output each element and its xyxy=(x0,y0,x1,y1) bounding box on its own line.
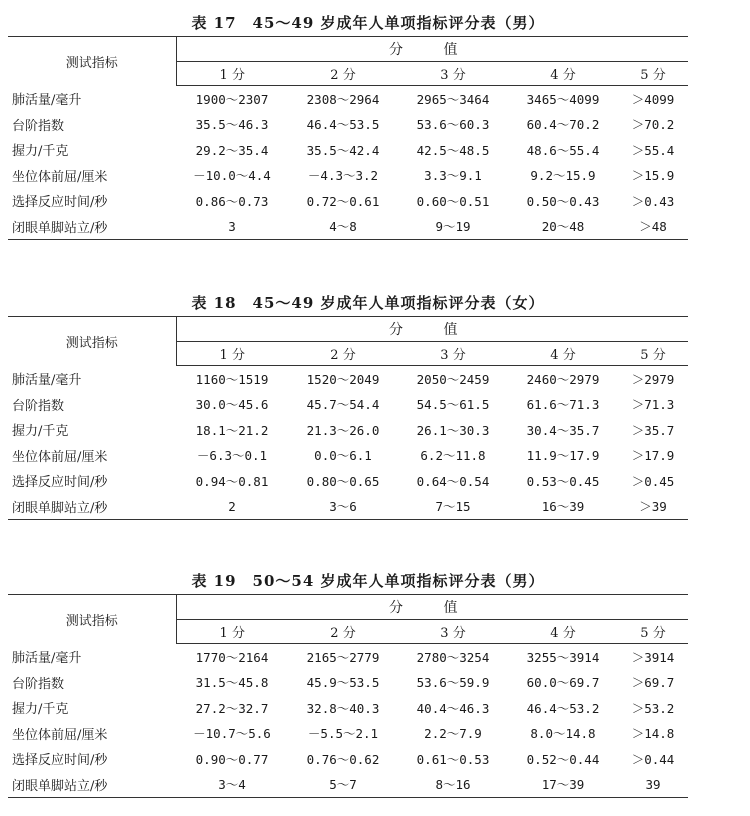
score-4-range: 3465～4099 xyxy=(526,91,600,107)
score-4-range: 17～39 xyxy=(508,772,618,798)
score-4-header: 4 分 xyxy=(508,620,618,644)
score-2-range: 2165～2779 xyxy=(306,649,380,665)
score-table-block xyxy=(8,568,688,798)
score-2-header: 2 分 xyxy=(288,62,398,86)
score-2-range: 0.76～0.62 xyxy=(306,751,380,767)
score-4-range: 8.0～14.8 xyxy=(530,726,596,742)
metric-column-header: 测试指标 xyxy=(8,317,176,366)
score-4-range: 60.0～69.7 xyxy=(526,675,600,691)
metric-label: 选择反应时间/秒 xyxy=(12,195,108,211)
score-1-range: 0.90～0.77 xyxy=(195,751,269,767)
score-3-range: 7～15 xyxy=(398,494,508,520)
score-1-range: 18.1～21.2 xyxy=(195,422,269,438)
score-3-range: 53.6～59.9 xyxy=(416,675,490,691)
score-5-range: ＞39 xyxy=(618,494,688,520)
score-4-range: 3255～3914 xyxy=(526,649,600,665)
score-2-range: 0.0～6.1 xyxy=(314,448,372,464)
table-row xyxy=(8,644,688,670)
score-5-range: ＞2979 xyxy=(631,371,675,387)
score-table-block xyxy=(8,290,688,520)
score-4-range: 2460～2979 xyxy=(526,371,600,387)
score-1-range: 31.5～45.8 xyxy=(195,675,269,691)
score-5-range: ＞3914 xyxy=(631,649,675,665)
score-1-range: 27.2～32.7 xyxy=(195,700,269,716)
score-group-header: 分 值 xyxy=(389,42,476,58)
score-3-range: 2050～2459 xyxy=(416,371,490,387)
score-table-block xyxy=(8,10,688,240)
table-body xyxy=(8,86,688,240)
score-3-range: 26.1～30.3 xyxy=(416,422,490,438)
score-5-range: ＞69.7 xyxy=(631,675,675,691)
score-2-range: 0.80～0.65 xyxy=(306,473,380,489)
table-row xyxy=(8,366,688,392)
metric-label: 肺活量/毫升 xyxy=(12,373,82,388)
score-table xyxy=(8,36,688,240)
table-row xyxy=(8,443,688,469)
score-3-range: 6.2～11.8 xyxy=(420,448,486,464)
score-5-range: ＞53.2 xyxy=(631,700,675,716)
metric-label: 闭眼单脚站立/秒 xyxy=(8,772,176,798)
score-3-range: 54.5～61.5 xyxy=(416,397,490,413)
table-row xyxy=(8,137,688,163)
table-row xyxy=(8,392,688,418)
score-2-range: 45.7～54.4 xyxy=(306,397,380,413)
metric-label: 肺活量/毫升 xyxy=(12,93,82,108)
score-1-range: 29.2～35.4 xyxy=(195,142,269,158)
score-1-range: 35.5～46.3 xyxy=(195,117,269,133)
table-row xyxy=(8,417,688,443)
score-2-range: 32.8～40.3 xyxy=(306,700,380,716)
score-1-range: 0.86～0.73 xyxy=(195,193,269,209)
score-3-header: 3 分 xyxy=(398,620,508,644)
score-1-range: 30.0～45.6 xyxy=(195,397,269,413)
score-1-range: 0.94～0.81 xyxy=(195,473,269,489)
table-title: 表 17 45～49 岁成年人单项指标评分表（男） xyxy=(191,14,545,32)
score-4-range: 48.6～55.4 xyxy=(526,142,600,158)
metric-label: 选择反应时间/秒 xyxy=(12,753,108,769)
table-row xyxy=(8,494,688,520)
metric-label: 台阶指数 xyxy=(12,676,65,692)
metric-label: 选择反应时间/秒 xyxy=(12,475,108,491)
score-1-header: 1 分 xyxy=(176,62,288,86)
score-5-header: 5 分 xyxy=(618,342,688,366)
score-4-range: 20～48 xyxy=(508,214,618,240)
table-row xyxy=(8,670,688,696)
score-5-range: ＞0.43 xyxy=(631,193,675,209)
table-row xyxy=(8,772,688,798)
score-3-range: 0.64～0.54 xyxy=(416,473,490,489)
score-4-range: 46.4～53.2 xyxy=(526,700,600,716)
metric-label: 台阶指数 xyxy=(12,118,65,134)
table-body xyxy=(8,644,688,798)
metric-label: 握力/千克 xyxy=(12,144,69,160)
score-1-range: 1770～2164 xyxy=(195,649,269,665)
score-table xyxy=(8,316,688,520)
table-row xyxy=(8,188,688,214)
score-group-header: 分 值 xyxy=(389,322,476,338)
score-2-range: 35.5～42.4 xyxy=(306,142,380,158)
table-row xyxy=(8,746,688,772)
score-5-range: ＞70.2 xyxy=(631,117,675,133)
score-4-range: 61.6～71.3 xyxy=(526,397,600,413)
score-5-range: ＞55.4 xyxy=(631,142,675,158)
score-3-range: 8～16 xyxy=(398,772,508,798)
score-1-range: －10.7～5.6 xyxy=(193,726,271,742)
score-5-header: 5 分 xyxy=(618,620,688,644)
metric-label: 肺活量/毫升 xyxy=(12,651,82,666)
metric-label: 握力/千克 xyxy=(12,424,69,440)
score-4-header: 4 分 xyxy=(508,342,618,366)
score-group-header: 分 值 xyxy=(389,600,476,616)
metric-label: 闭眼单脚站立/秒 xyxy=(8,494,176,520)
score-2-range: 1520～2049 xyxy=(306,371,380,387)
score-5-range: ＞4099 xyxy=(631,91,675,107)
score-2-range: －4.3～3.2 xyxy=(307,168,379,184)
score-3-range: 2965～3464 xyxy=(416,91,490,107)
score-3-header: 3 分 xyxy=(398,62,508,86)
score-4-range: 0.53～0.45 xyxy=(526,473,600,489)
metric-label: 握力/千克 xyxy=(12,702,69,718)
table-row xyxy=(8,468,688,494)
score-3-range: 42.5～48.5 xyxy=(416,142,490,158)
metric-label: 坐位体前屈/厘米 xyxy=(12,169,108,185)
score-1-range: －6.3～0.1 xyxy=(196,448,268,464)
score-2-header: 2 分 xyxy=(288,620,398,644)
score-4-range: 30.4～35.7 xyxy=(526,422,600,438)
score-3-range: 9～19 xyxy=(398,214,508,240)
score-2-range: 4～8 xyxy=(288,214,398,240)
table-row xyxy=(8,112,688,138)
score-3-range: 0.60～0.51 xyxy=(416,193,490,209)
metric-column-header: 测试指标 xyxy=(8,37,176,86)
score-5-range: ＞14.8 xyxy=(631,726,675,742)
score-5-range: ＞0.45 xyxy=(631,473,675,489)
table-row xyxy=(8,163,688,189)
score-1-header: 1 分 xyxy=(176,620,288,644)
score-1-range: 3～4 xyxy=(176,772,288,798)
score-2-range: 5～7 xyxy=(288,772,398,798)
score-5-range: ＞35.7 xyxy=(631,422,675,438)
score-4-range: 0.52～0.44 xyxy=(526,751,600,767)
score-3-range: 40.4～46.3 xyxy=(416,700,490,716)
score-3-range: 3.3～9.1 xyxy=(424,168,482,184)
score-2-header: 2 分 xyxy=(288,342,398,366)
score-4-range: 60.4～70.2 xyxy=(526,117,600,133)
metric-label: 闭眼单脚站立/秒 xyxy=(8,214,176,240)
score-2-range: 0.72～0.61 xyxy=(306,193,380,209)
score-3-header: 3 分 xyxy=(398,342,508,366)
score-4-range: 0.50～0.43 xyxy=(526,193,600,209)
score-5-range: 39 xyxy=(618,772,688,798)
score-5-header: 5 分 xyxy=(618,62,688,86)
score-1-range: －10.0～4.4 xyxy=(193,168,271,184)
metric-column-header: 测试指标 xyxy=(8,595,176,644)
table-row xyxy=(8,721,688,747)
score-3-range: 2.2～7.9 xyxy=(424,726,482,742)
score-4-range: 9.2～15.9 xyxy=(530,168,596,184)
score-1-range: 1900～2307 xyxy=(195,91,269,107)
score-5-range: ＞48 xyxy=(618,214,688,240)
metric-label: 坐位体前屈/厘米 xyxy=(12,727,108,743)
score-5-range: ＞0.44 xyxy=(631,751,675,767)
score-table xyxy=(8,594,688,798)
score-4-range: 16～39 xyxy=(508,494,618,520)
score-2-range: 45.9～53.5 xyxy=(306,675,380,691)
score-3-range: 0.61～0.53 xyxy=(416,751,490,767)
score-4-header: 4 分 xyxy=(508,62,618,86)
score-3-range: 2780～3254 xyxy=(416,649,490,665)
score-1-header: 1 分 xyxy=(176,342,288,366)
table-row xyxy=(8,695,688,721)
score-2-range: 21.3～26.0 xyxy=(306,422,380,438)
score-2-range: －5.5～2.1 xyxy=(307,726,379,742)
metric-label: 台阶指数 xyxy=(12,398,65,414)
table-row xyxy=(8,214,688,240)
table-body xyxy=(8,366,688,520)
table-title: 表 18 45～49 岁成年人单项指标评分表（女） xyxy=(191,294,545,312)
table-title: 表 19 50～54 岁成年人单项指标评分表（男） xyxy=(191,572,545,590)
score-4-range: 11.9～17.9 xyxy=(526,448,600,464)
score-5-range: ＞71.3 xyxy=(631,397,675,413)
score-1-range: 3 xyxy=(176,214,288,240)
score-2-range: 46.4～53.5 xyxy=(306,117,380,133)
score-5-range: ＞15.9 xyxy=(631,168,675,184)
table-row xyxy=(8,86,688,112)
score-2-range: 2308～2964 xyxy=(306,91,380,107)
score-1-range: 2 xyxy=(176,494,288,520)
score-1-range: 1160～1519 xyxy=(195,371,269,387)
metric-label: 坐位体前屈/厘米 xyxy=(12,449,108,465)
score-5-range: ＞17.9 xyxy=(631,448,675,464)
score-3-range: 53.6～60.3 xyxy=(416,117,490,133)
score-2-range: 3～6 xyxy=(288,494,398,520)
